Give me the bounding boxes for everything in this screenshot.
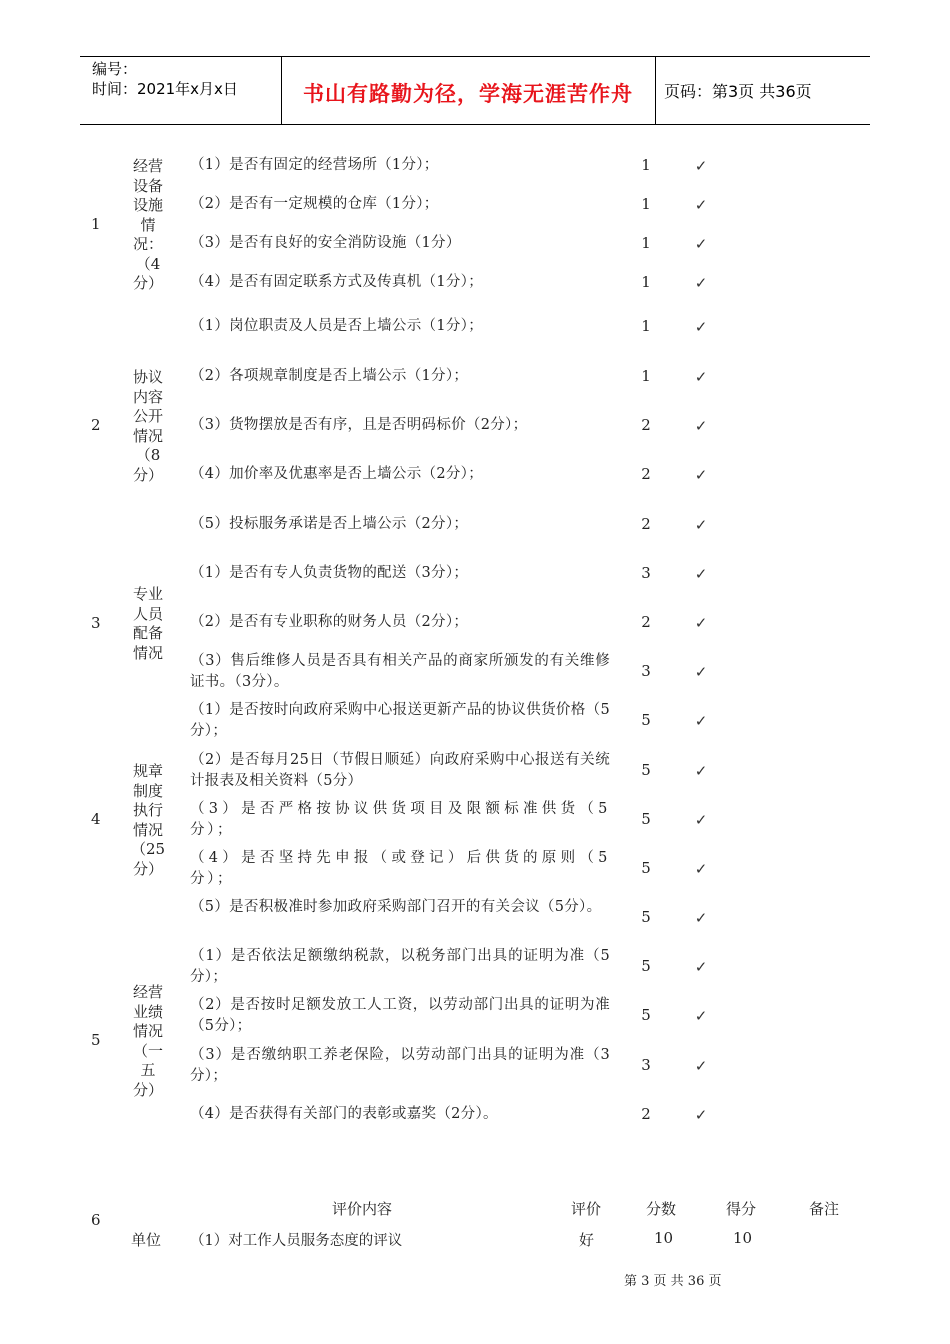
time-label: 时间：2021年x月x日 (92, 80, 238, 98)
check-mark-icon: ✓ (694, 417, 708, 435)
page-label: 页码：第3页 共36页 (664, 82, 812, 101)
check-mark-icon: ✓ (694, 712, 708, 730)
group-category: 专业 人员 配备 情况 (132, 585, 163, 662)
criterion-text: （1）是否按时向政府采购中心报送更新产品的协议供货价格（5分）； (190, 702, 610, 739)
check-mark-icon: ✓ (694, 1057, 708, 1075)
group-number: 3 (91, 614, 101, 632)
group-number: 1 (91, 215, 101, 233)
group-category: 规章 制度 执行 情况 （25 分） (130, 762, 166, 878)
criterion-text: （2）是否按时足额发放工人工资，以劳动部门出具的证明为准（5分）； (190, 997, 610, 1034)
group-number: 5 (91, 1031, 101, 1049)
header-remark: 备注 (809, 1200, 840, 1218)
check-mark-icon: ✓ (694, 811, 708, 829)
check-mark-icon: ✓ (694, 958, 708, 976)
criterion-score: 5 (641, 908, 651, 926)
check-mark-icon: ✓ (694, 196, 708, 214)
criterion-score: 5 (641, 761, 651, 779)
group-category: 经营 业绩 情况 （一 五 分） (132, 983, 163, 1099)
group-number: 2 (91, 416, 101, 434)
header-rating: 评价 (571, 1200, 602, 1218)
criterion-score: 3 (641, 1056, 651, 1074)
header-score: 分数 (646, 1200, 677, 1218)
check-mark-icon: ✓ (694, 516, 708, 534)
criterion-text: （3）是否有良好的安全消防设施（1分） (190, 235, 461, 251)
check-mark-icon: ✓ (694, 157, 708, 175)
criterion-text: （3）售后维修人员是否具有相关产品的商家所颁发的有关维修证书。（3分）。 (190, 653, 610, 690)
criterion-text: （5）是否积极准时参加政府采购部门召开的有关会议（5分）。 (190, 899, 602, 915)
check-mark-icon: ✓ (694, 1106, 708, 1124)
criterion-score: 1 (641, 367, 651, 385)
criterion-text: （1）岗位职责及人员是否上墙公示（1分）； (190, 318, 483, 334)
check-mark-icon: ✓ (694, 909, 708, 927)
row-category: 单位 (131, 1231, 162, 1249)
criterion-score: 1 (641, 195, 651, 213)
header-motto: 书山有路勤为径，学海无涯苦作舟 (303, 82, 633, 106)
header-content: 评价内容 (332, 1200, 393, 1218)
check-mark-icon: ✓ (694, 860, 708, 878)
check-mark-icon: ✓ (694, 274, 708, 292)
criterion-text: （2）是否有一定规模的仓库（1分）； (190, 196, 439, 212)
criterion-score: 5 (641, 957, 651, 975)
criterion-score: 1 (641, 273, 651, 291)
row-score: 10 (654, 1229, 674, 1247)
criterion-score: 2 (641, 1105, 651, 1123)
criterion-score: 1 (641, 317, 651, 335)
criterion-score: 5 (641, 1006, 651, 1024)
check-mark-icon: ✓ (694, 762, 708, 780)
serial-label: 编号： (92, 60, 138, 78)
group-category: 经营 设备 设施 情 况： （4 分） (132, 157, 163, 292)
criterion-score: 5 (641, 810, 651, 828)
check-mark-icon: ✓ (694, 565, 708, 583)
criterion-score: 3 (641, 564, 651, 582)
criterion-text: （2）是否有专业职称的财务人员（2分）； (190, 614, 469, 630)
header-got: 得分 (726, 1200, 757, 1218)
check-mark-icon: ✓ (694, 368, 708, 386)
check-mark-icon: ✓ (694, 466, 708, 484)
criterion-score: 3 (641, 662, 651, 680)
criterion-score: 2 (641, 515, 651, 533)
criterion-text: （4）是否获得有关部门的表彰或嘉奖（2分）。 (190, 1106, 498, 1122)
row-rating: 好 (579, 1231, 595, 1249)
criterion-text: （3）是否严格按协议供货项目及限额标准供货（5分）； (190, 801, 610, 838)
check-mark-icon: ✓ (694, 614, 708, 632)
check-mark-icon: ✓ (694, 663, 708, 681)
criterion-score: 5 (641, 859, 651, 877)
row-got: 10 (733, 1229, 753, 1247)
criterion-score: 2 (641, 416, 651, 434)
criterion-score: 2 (641, 465, 651, 483)
criterion-text: （2）是否每月25日（节假日顺延）向政府采购中心报送有关统计报表及相关资料（5分） (190, 752, 610, 789)
criterion-text: （5）投标服务承诺是否上墙公示（2分）； (190, 516, 469, 532)
check-mark-icon: ✓ (694, 318, 708, 336)
check-mark-icon: ✓ (694, 235, 708, 253)
row-text: （1）对工作人员服务态度的评议 (190, 1233, 403, 1249)
criterion-text: （4）是否有固定联系方式及传真机（1分）； (190, 274, 483, 290)
group-category: 协议 内容 公开 情况 （8 分） (132, 368, 163, 484)
criterion-text: （1）是否有专人负责货物的配送（3分）； (190, 565, 469, 581)
page-footer: 第 3 页 共 36 页 (624, 1274, 722, 1289)
criterion-text: （1）是否依法足额缴纳税款，以税务部门出具的证明为准（5分）； (190, 948, 610, 985)
criterion-text: （3）是否缴纳职工养老保险，以劳动部门出具的证明为准（3分）； (190, 1047, 610, 1084)
header-divider-2 (655, 56, 656, 124)
criterion-score: 1 (641, 156, 651, 174)
header-top-rule (80, 56, 870, 57)
criterion-score: 1 (641, 234, 651, 252)
criterion-score: 2 (641, 613, 651, 631)
check-mark-icon: ✓ (694, 1007, 708, 1025)
criterion-text: （2）各项规章制度是否上墙公示（1分）； (190, 368, 469, 384)
criterion-text: （1）是否有固定的经营场所（1分）； (190, 157, 439, 173)
criterion-text: （3）货物摆放是否有序，且是否明码标价（2分）； (190, 417, 528, 433)
criterion-text: （4）加价率及优惠率是否上墙公示（2分）； (190, 466, 483, 482)
criterion-text: （4）是否坚持先申报（或登记）后供货的原则（5分）； (190, 850, 610, 887)
criterion-score: 5 (641, 711, 651, 729)
header-bottom-rule (80, 124, 870, 125)
group-number: 4 (91, 810, 101, 828)
group-number: 6 (91, 1211, 101, 1229)
